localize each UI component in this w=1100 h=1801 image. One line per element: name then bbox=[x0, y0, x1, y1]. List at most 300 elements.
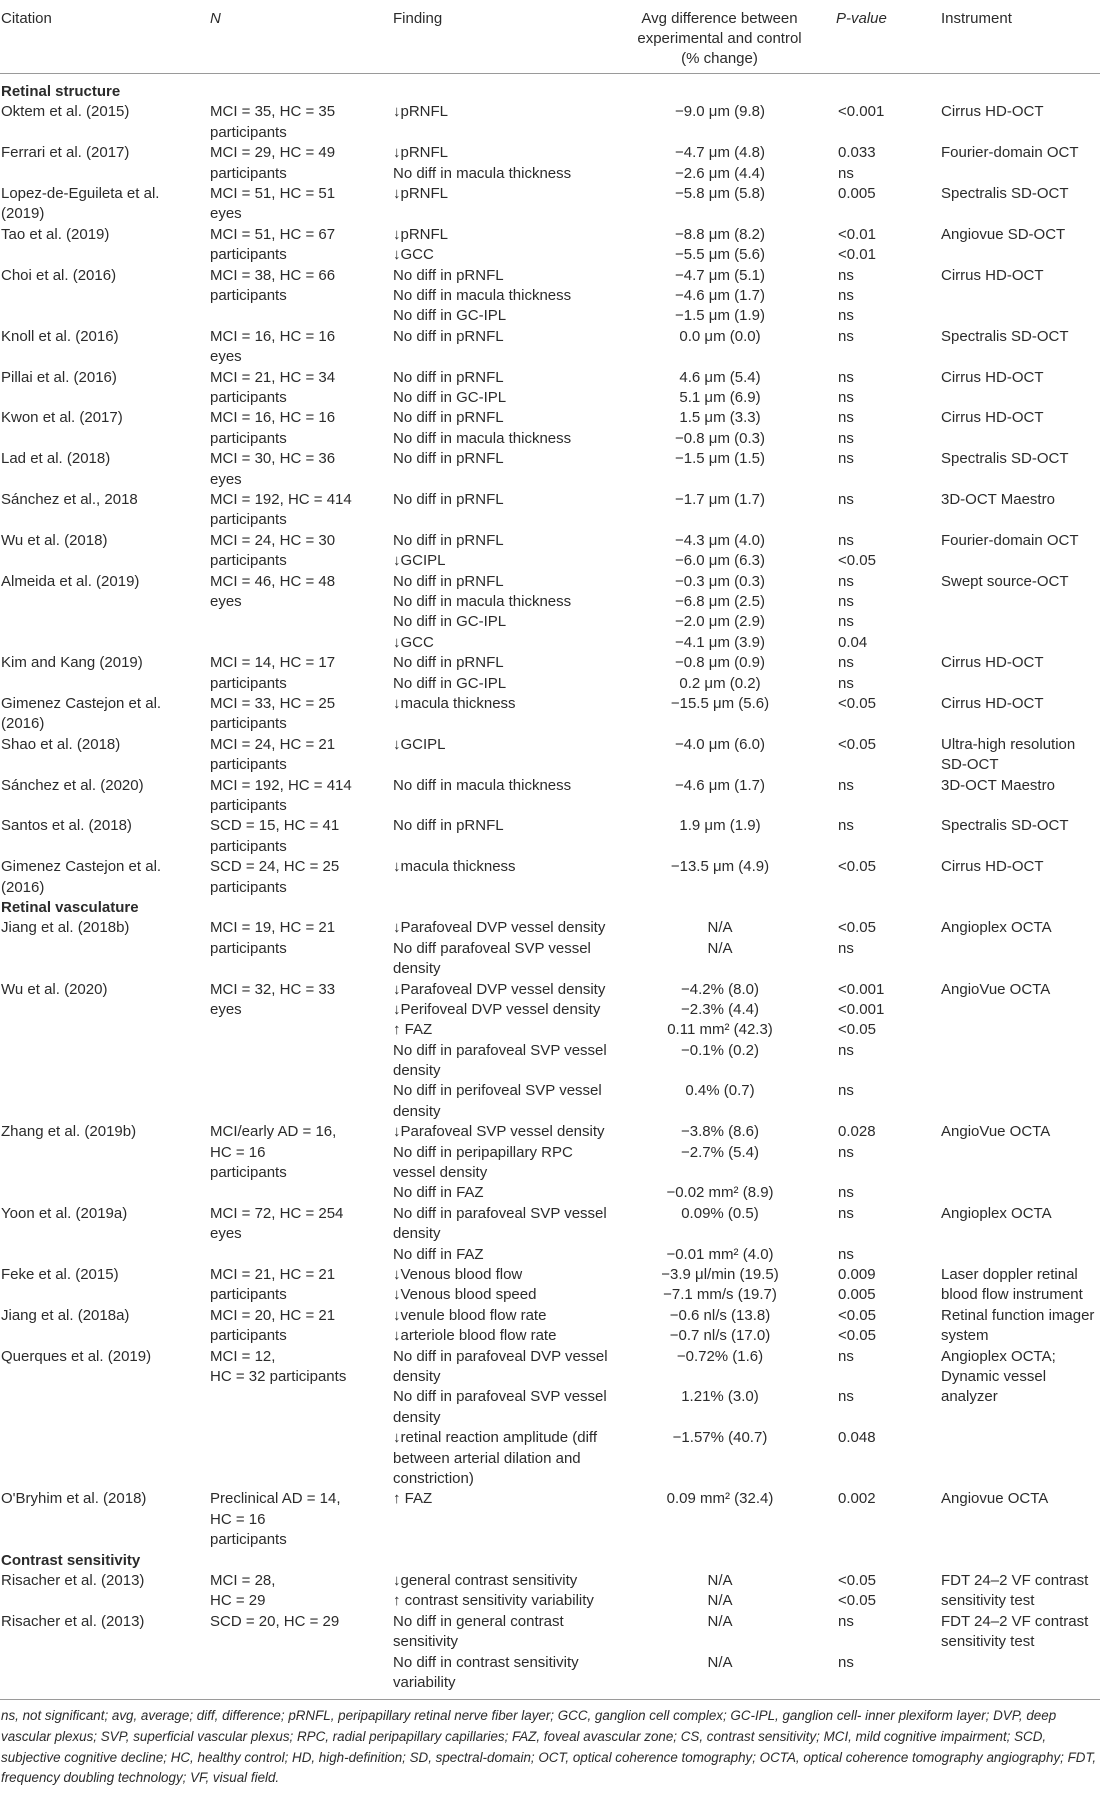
cell-line: AngioVue OCTA bbox=[941, 980, 1051, 998]
cell-line: HC = 29 bbox=[210, 1592, 266, 1610]
cell-line: Angiovue OCTA bbox=[941, 1490, 1049, 1508]
cell-line: participants bbox=[210, 796, 287, 814]
cell-line: Cirrus HD-OCT bbox=[941, 103, 1044, 121]
citation-cell bbox=[1, 225, 196, 245]
n-cell bbox=[210, 1265, 395, 1306]
cell-line: Angioplex OCTA bbox=[941, 919, 1052, 937]
cell-line: −0.8 μm (0.9) bbox=[675, 654, 765, 672]
header-citation: Citation bbox=[1, 10, 52, 27]
p-value-cell bbox=[838, 1265, 928, 1306]
cell-line: density bbox=[393, 1062, 441, 1080]
cell-line: MCI = 46, HC = 48 bbox=[210, 572, 336, 590]
cell-line: MCI = 24, HC = 21 bbox=[210, 735, 336, 753]
cell-line bbox=[610, 1163, 830, 1183]
n-cell bbox=[210, 1489, 395, 1550]
finding-cell bbox=[393, 1571, 623, 1612]
avg-difference-cell bbox=[610, 735, 830, 755]
cell-line: ns bbox=[838, 1388, 854, 1406]
cell-line: Risacher et al. (2013) bbox=[1, 1572, 145, 1590]
cell-line: MCI = 29, HC = 49 bbox=[210, 144, 336, 162]
citation-cell bbox=[1, 1489, 196, 1509]
cell-line: <0.05 bbox=[838, 1327, 876, 1345]
cell-line: participants bbox=[210, 756, 287, 774]
finding-cell bbox=[393, 184, 623, 204]
n-cell bbox=[210, 776, 395, 817]
finding-cell bbox=[393, 225, 623, 266]
finding-cell bbox=[393, 653, 623, 694]
cell-line: 0.028 bbox=[838, 1123, 876, 1141]
cell-line: HC = 32 participants bbox=[210, 1368, 347, 1386]
avg-difference-cell bbox=[610, 776, 830, 796]
instrument-cell bbox=[941, 531, 1100, 551]
cell-line: 0.0 μm (0.0) bbox=[679, 327, 761, 345]
cell-line bbox=[838, 1469, 928, 1489]
finding-cell bbox=[393, 857, 623, 877]
citation-cell bbox=[1, 1265, 196, 1285]
cell-line: 0.09 mm² (32.4) bbox=[666, 1490, 774, 1508]
cell-line: HC = 16 bbox=[210, 1510, 266, 1528]
cell-line: ↑ FAZ bbox=[393, 1021, 433, 1039]
cell-line: eyes bbox=[210, 470, 242, 488]
citation-cell bbox=[1, 776, 196, 796]
p-value-cell bbox=[838, 225, 928, 266]
cell-line: Dynamic vessel bbox=[941, 1368, 1047, 1386]
cell-line: eyes bbox=[210, 1000, 242, 1018]
cell-line: Gimenez Castejon et al. bbox=[1, 858, 162, 876]
cell-line: −7.1 mm/s (19.7) bbox=[663, 1286, 777, 1304]
citation-cell bbox=[1, 857, 196, 898]
cell-line bbox=[610, 1224, 830, 1244]
cell-line: <0.05 bbox=[838, 1592, 876, 1610]
cell-line: MCI = 51, HC = 51 bbox=[210, 184, 336, 202]
section-heading: Retinal vasculature bbox=[1, 898, 139, 916]
cell-line: N/A bbox=[707, 1612, 733, 1630]
cell-line: Zhang et al. (2019b) bbox=[1, 1123, 137, 1141]
cell-line: Wu et al. (2018) bbox=[1, 531, 108, 549]
cell-line: −2.3% (4.4) bbox=[681, 1000, 759, 1018]
cell-line: Shao et al. (2018) bbox=[1, 735, 121, 753]
cell-line: −1.5 μm (1.5) bbox=[675, 450, 765, 468]
cell-line: No diff in macula thickness bbox=[393, 592, 572, 610]
instrument-cell bbox=[941, 1204, 1100, 1224]
cell-line bbox=[610, 1408, 830, 1428]
citation-cell bbox=[1, 266, 196, 286]
n-cell bbox=[210, 980, 395, 1021]
cell-line: No diff in pRNFL bbox=[393, 490, 504, 508]
cell-line: 0.11 mm² (42.3) bbox=[667, 1021, 773, 1039]
cell-line: 1.9 μm (1.9) bbox=[679, 817, 761, 835]
cell-line: No diff in FAZ bbox=[393, 1184, 484, 1202]
instrument-cell bbox=[941, 857, 1100, 877]
p-value-cell bbox=[838, 266, 928, 327]
cell-line: ns bbox=[838, 674, 854, 692]
cell-line: −8.8 μm (8.2) bbox=[675, 225, 765, 243]
n-cell bbox=[210, 1204, 395, 1245]
instrument-cell bbox=[941, 449, 1100, 469]
finding-cell bbox=[393, 449, 623, 469]
p-value-cell bbox=[838, 816, 928, 836]
cell-line: Preclinical AD = 14, bbox=[210, 1490, 341, 1508]
cell-line: ↓GCC bbox=[393, 633, 434, 651]
citation-cell bbox=[1, 184, 196, 225]
table-header bbox=[0, 0, 1100, 74]
table-row bbox=[0, 694, 1100, 735]
cell-line: Yoon et al. (2019a) bbox=[1, 1204, 128, 1222]
p-value-cell bbox=[838, 653, 928, 694]
citation-cell bbox=[1, 1204, 196, 1224]
finding-cell bbox=[393, 408, 623, 449]
finding-cell bbox=[393, 266, 623, 327]
cell-line: No diff in parafoveal DVP vessel bbox=[393, 1347, 608, 1365]
cell-line: Wu et al. (2020) bbox=[1, 980, 108, 998]
cell-line: Sánchez et al. (2020) bbox=[1, 776, 144, 794]
cell-line: Lopez-de-Eguileta et al. bbox=[1, 184, 160, 202]
cell-line: AngioVue OCTA bbox=[941, 1123, 1051, 1141]
cell-line: −15.5 μm (5.6) bbox=[670, 694, 770, 712]
cell-line: Cirrus HD-OCT bbox=[941, 368, 1044, 386]
instrument-cell bbox=[941, 980, 1100, 1000]
finding-cell bbox=[393, 816, 623, 836]
cell-line: <0.01 bbox=[838, 225, 876, 243]
cell-line: −2.6 μm (4.4) bbox=[675, 164, 765, 182]
cell-line: participants bbox=[210, 1164, 287, 1182]
cell-line: No diff in GC-IPL bbox=[393, 307, 507, 325]
cell-line: ns bbox=[838, 327, 854, 345]
cell-line: 0.04 bbox=[838, 633, 868, 651]
avg-difference-cell bbox=[610, 184, 830, 204]
cell-line: participants bbox=[210, 123, 287, 141]
cell-line: <0.05 bbox=[838, 1021, 876, 1039]
cell-line: participants bbox=[210, 837, 287, 855]
p-value-cell bbox=[838, 102, 928, 122]
cell-line: Risacher et al. (2013) bbox=[1, 1612, 145, 1630]
cell-line: MCI = 16, HC = 16 bbox=[210, 409, 336, 427]
cell-line: participants bbox=[210, 246, 287, 264]
cell-line: N/A bbox=[707, 1653, 733, 1671]
cell-line: Kim and Kang (2019) bbox=[1, 654, 143, 672]
citation-cell bbox=[1, 1612, 196, 1632]
cell-line: No diff in GC-IPL bbox=[393, 613, 507, 631]
n-cell bbox=[210, 368, 395, 409]
cell-line: Spectralis SD-OCT bbox=[941, 184, 1069, 202]
cell-line: No diff in pRNFL bbox=[393, 817, 504, 835]
n-cell bbox=[210, 857, 395, 898]
cell-line bbox=[838, 1163, 928, 1183]
instrument-cell bbox=[941, 694, 1100, 714]
cell-line: No diff in pRNFL bbox=[393, 450, 504, 468]
cell-line bbox=[838, 1673, 928, 1693]
table-row bbox=[0, 1306, 1100, 1347]
p-value-cell bbox=[838, 694, 928, 714]
instrument-cell bbox=[941, 776, 1100, 796]
finding-cell bbox=[393, 1489, 623, 1509]
p-value-cell bbox=[838, 449, 928, 469]
n-cell bbox=[210, 1612, 395, 1632]
table-row bbox=[0, 1612, 1100, 1694]
table-row bbox=[0, 653, 1100, 694]
table-row bbox=[0, 327, 1100, 368]
citation-cell bbox=[1, 327, 196, 347]
cell-line: <0.05 bbox=[838, 735, 876, 753]
instrument-cell bbox=[941, 266, 1100, 286]
cell-line: No diff in GC-IPL bbox=[393, 388, 507, 406]
avg-difference-cell bbox=[610, 1612, 830, 1694]
p-value-cell bbox=[838, 1347, 928, 1490]
citation-cell bbox=[1, 1347, 196, 1367]
cell-line: MCI = 35, HC = 35 bbox=[210, 103, 336, 121]
cell-line: −5.8 μm (5.8) bbox=[675, 184, 765, 202]
cell-line: <0.05 bbox=[838, 552, 876, 570]
cell-line: (2016) bbox=[1, 715, 45, 733]
cell-line bbox=[838, 1632, 928, 1652]
cell-line: MCI = 38, HC = 66 bbox=[210, 266, 336, 284]
citation-cell bbox=[1, 1571, 196, 1591]
cell-line: −0.72% (1.6) bbox=[676, 1347, 764, 1365]
cell-line: FDT 24–2 VF contrast bbox=[941, 1612, 1089, 1630]
cell-line: No diff in pRNFL bbox=[393, 368, 504, 386]
cell-line: ↓GCIPL bbox=[393, 552, 446, 570]
header-avg-line: Avg difference between bbox=[641, 10, 798, 27]
cell-line: Knoll et al. (2016) bbox=[1, 327, 119, 345]
cell-line: ns bbox=[838, 164, 854, 182]
cell-line: <0.05 bbox=[838, 858, 876, 876]
cell-line: −2.0 μm (2.9) bbox=[675, 613, 765, 631]
table-body bbox=[0, 82, 1100, 1693]
table-row bbox=[0, 980, 1100, 1123]
cell-line: ns bbox=[838, 1612, 854, 1630]
instrument-cell bbox=[941, 1612, 1100, 1653]
cell-line: participants bbox=[210, 715, 287, 733]
citation-cell bbox=[1, 368, 196, 388]
cell-line: ns bbox=[838, 429, 854, 447]
cell-line: No diff in GC-IPL bbox=[393, 674, 507, 692]
header-n: N bbox=[210, 10, 221, 27]
cell-line: No diff in parafoveal SVP vessel bbox=[393, 1204, 607, 1222]
cell-line: −6.0 μm (6.3) bbox=[675, 552, 765, 570]
cell-line: No diff in parafoveal SVP vessel bbox=[393, 1388, 607, 1406]
cell-line: −0.3 μm (0.3) bbox=[675, 572, 765, 590]
cell-line: ns bbox=[838, 388, 854, 406]
cell-line: −1.7 μm (1.7) bbox=[675, 490, 765, 508]
cell-line: ↓pRNFL bbox=[393, 225, 449, 243]
p-value-cell bbox=[838, 1571, 928, 1612]
avg-difference-cell bbox=[610, 1347, 830, 1490]
n-cell bbox=[210, 266, 395, 307]
cell-line: −4.2% (8.0) bbox=[681, 980, 759, 998]
section-heading: Contrast sensitivity bbox=[1, 1551, 141, 1569]
table-row bbox=[0, 266, 1100, 327]
cell-line: participants bbox=[210, 429, 287, 447]
avg-difference-cell bbox=[610, 266, 830, 327]
cell-line: No diff in macula thickness bbox=[393, 164, 572, 182]
finding-cell bbox=[393, 102, 623, 122]
cell-line: No diff in pRNFL bbox=[393, 409, 504, 427]
instrument-cell bbox=[941, 490, 1100, 510]
cell-line: ns bbox=[838, 613, 854, 631]
table-row bbox=[0, 531, 1100, 572]
cell-line: −6.8 μm (2.5) bbox=[675, 592, 765, 610]
cell-line: sensitivity bbox=[393, 1633, 459, 1651]
cell-line: ↓Perifoveal DVP vessel density bbox=[393, 1000, 601, 1018]
avg-difference-cell bbox=[610, 694, 830, 714]
cell-line: participants bbox=[210, 674, 287, 692]
cell-line: ns bbox=[838, 450, 854, 468]
cell-line: Gimenez Castejon et al. bbox=[1, 694, 162, 712]
cell-line: Kwon et al. (2017) bbox=[1, 409, 123, 427]
cell-line: 0.2 μm (0.2) bbox=[679, 674, 761, 692]
cell-line: Ferrari et al. (2017) bbox=[1, 144, 130, 162]
avg-difference-cell bbox=[610, 1265, 830, 1306]
table-row bbox=[0, 857, 1100, 898]
finding-cell bbox=[393, 694, 623, 714]
cell-line: Angioplex OCTA bbox=[941, 1204, 1052, 1222]
cell-line: No diff in contrast sensitivity bbox=[393, 1653, 579, 1671]
cell-line: −4.1 μm (3.9) bbox=[675, 633, 765, 651]
finding-cell bbox=[393, 531, 623, 572]
cell-line: No diff in perifoveal SVP vessel bbox=[393, 1082, 602, 1100]
n-cell bbox=[210, 490, 395, 531]
cell-line: ns bbox=[838, 1143, 854, 1161]
cell-line: 0.048 bbox=[838, 1429, 876, 1447]
cell-line: SCD = 15, HC = 41 bbox=[210, 817, 340, 835]
cell-line: blood flow instrument bbox=[941, 1286, 1083, 1304]
cell-line: <0.01 bbox=[838, 246, 876, 264]
cell-line bbox=[838, 959, 928, 979]
citation-cell bbox=[1, 143, 196, 163]
avg-difference-cell bbox=[610, 1571, 830, 1612]
cell-line: Santos et al. (2018) bbox=[1, 817, 132, 835]
cell-line: No diff in peripapillary RPC bbox=[393, 1143, 573, 1161]
cell-line: N/A bbox=[707, 1592, 733, 1610]
p-value-cell bbox=[838, 980, 928, 1123]
cell-line: 0.005 bbox=[838, 1286, 876, 1304]
finding-cell bbox=[393, 1122, 623, 1204]
cell-line: No diff in pRNFL bbox=[393, 572, 504, 590]
cell-line: Almeida et al. (2019) bbox=[1, 572, 140, 590]
cell-line: MCI = 28, bbox=[210, 1572, 276, 1590]
p-value-cell bbox=[838, 531, 928, 572]
cell-line bbox=[610, 1469, 830, 1489]
cell-line: eyes bbox=[210, 205, 242, 223]
p-value-cell bbox=[838, 1204, 928, 1265]
cell-line: ns bbox=[838, 776, 854, 794]
cell-line: ns bbox=[838, 654, 854, 672]
instrument-cell bbox=[941, 1571, 1100, 1612]
instrument-cell bbox=[941, 918, 1100, 938]
cell-line: constriction) bbox=[393, 1470, 474, 1488]
n-cell bbox=[210, 102, 395, 143]
cell-line bbox=[610, 1632, 830, 1652]
table-row bbox=[0, 1347, 1100, 1490]
cell-line: ↓pRNFL bbox=[393, 103, 449, 121]
cell-line: 1.21% (3.0) bbox=[681, 1388, 759, 1406]
cell-line: participants bbox=[210, 552, 287, 570]
cell-line: SCD = 20, HC = 29 bbox=[210, 1612, 340, 1630]
cell-line: No diff in FAZ bbox=[393, 1245, 484, 1263]
cell-line: −13.5 μm (4.9) bbox=[670, 858, 770, 876]
section-heading-row bbox=[0, 82, 1100, 102]
header-finding: Finding bbox=[393, 10, 443, 27]
header-avg-difference bbox=[607, 9, 832, 69]
avg-difference-cell bbox=[610, 102, 830, 122]
table-row bbox=[0, 1265, 1100, 1306]
cell-line: ns bbox=[838, 409, 854, 427]
n-cell bbox=[210, 816, 395, 857]
p-value-cell bbox=[838, 184, 928, 204]
cell-line: Lad et al. (2018) bbox=[1, 450, 111, 468]
finding-cell bbox=[393, 368, 623, 409]
cell-line: No diff in pRNFL bbox=[393, 327, 504, 345]
n-cell bbox=[210, 735, 395, 776]
avg-difference-cell bbox=[610, 1306, 830, 1347]
cell-line: Jiang et al. (2018b) bbox=[1, 919, 130, 937]
instrument-cell bbox=[941, 408, 1100, 428]
cell-line: ns bbox=[838, 307, 854, 325]
cell-line: ns bbox=[838, 1082, 854, 1100]
cell-line: No diff in pRNFL bbox=[393, 654, 504, 672]
cell-line: ↓pRNFL bbox=[393, 184, 449, 202]
cell-line: O'Bryhim et al. (2018) bbox=[1, 1490, 147, 1508]
cell-line: participants bbox=[210, 1327, 287, 1345]
avg-difference-cell bbox=[610, 449, 830, 469]
table-row bbox=[0, 1122, 1100, 1204]
citation-cell bbox=[1, 735, 196, 755]
cell-line: eyes bbox=[210, 348, 242, 366]
cell-line: N/A bbox=[707, 1572, 733, 1590]
avg-difference-cell bbox=[610, 857, 830, 877]
avg-difference-cell bbox=[610, 368, 830, 409]
finding-cell bbox=[393, 1347, 623, 1490]
cell-line: −9.0 μm (9.8) bbox=[675, 103, 765, 121]
p-value-cell bbox=[838, 572, 928, 654]
cell-line: Spectralis SD-OCT bbox=[941, 327, 1069, 345]
cell-line: Ultra-high resolution bbox=[941, 735, 1076, 753]
cell-line: ↓GCIPL bbox=[393, 735, 446, 753]
cell-line: ↓retinal reaction amplitude (diff bbox=[393, 1429, 597, 1447]
avg-difference-cell bbox=[610, 572, 830, 654]
header-instrument: Instrument bbox=[941, 10, 1012, 27]
avg-difference-cell bbox=[610, 1204, 830, 1265]
header-p-value: P-value bbox=[836, 10, 887, 27]
cell-line bbox=[838, 1061, 928, 1081]
cell-line: HC = 16 bbox=[210, 1143, 266, 1161]
cell-line: density bbox=[393, 1368, 441, 1386]
instrument-cell bbox=[941, 1489, 1100, 1509]
cell-line: ↓general contrast sensitivity bbox=[393, 1572, 578, 1590]
table-row bbox=[0, 918, 1100, 979]
instrument-cell bbox=[941, 184, 1100, 204]
cell-line: between arterial dilation and bbox=[393, 1449, 581, 1467]
finding-cell bbox=[393, 143, 623, 184]
citation-cell bbox=[1, 572, 196, 592]
cell-line: ns bbox=[838, 1347, 854, 1365]
n-cell bbox=[210, 408, 395, 449]
cell-line: −3.9 μl/min (19.5) bbox=[661, 1266, 779, 1284]
cell-line: No diff in pRNFL bbox=[393, 531, 504, 549]
cell-line: MCI = 16, HC = 16 bbox=[210, 327, 336, 345]
cell-line: 3D-OCT Maestro bbox=[941, 776, 1055, 794]
finding-cell bbox=[393, 327, 623, 347]
avg-difference-cell bbox=[610, 816, 830, 836]
instrument-cell bbox=[941, 143, 1100, 163]
cell-line: MCI = 192, HC = 414 bbox=[210, 490, 352, 508]
cell-line: variability bbox=[393, 1674, 456, 1692]
cell-line bbox=[838, 1102, 928, 1122]
instrument-cell bbox=[941, 1265, 1100, 1306]
cell-line: ↓macula thickness bbox=[393, 858, 516, 876]
n-cell bbox=[210, 184, 395, 225]
p-value-cell bbox=[838, 143, 928, 184]
